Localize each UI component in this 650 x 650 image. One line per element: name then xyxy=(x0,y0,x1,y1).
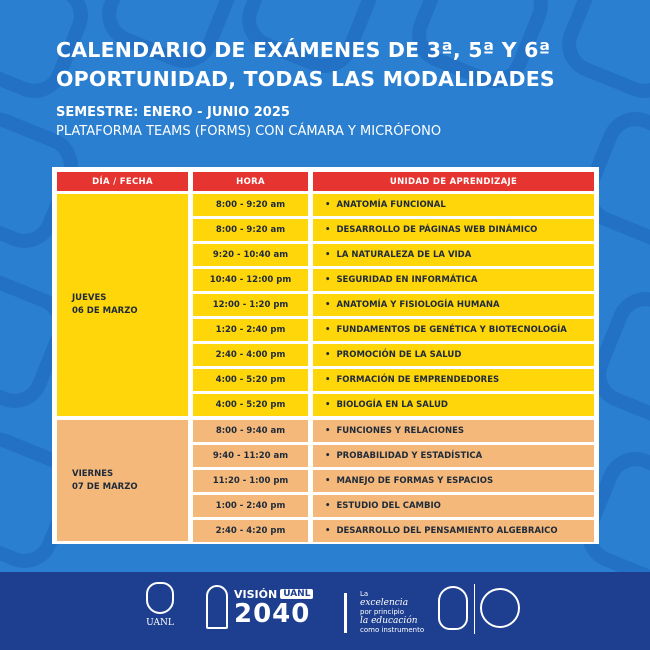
unit-cell: • LA NATURALEZA DE LA VIDA xyxy=(313,244,594,266)
torch-icon xyxy=(344,593,352,633)
time-cell: 2:40 - 4:00 pm xyxy=(193,344,308,366)
unit-label: PROBABILIDAD Y ESTADÍSTICA xyxy=(336,451,483,461)
unit-label: SEGURIDAD EN INFORMÁTICA xyxy=(336,275,478,285)
semester-label: SEMESTRE: ENERO - JUNIO 2025 xyxy=(56,105,290,120)
unit-cell: • BIOLOGÍA EN LA SALUD xyxy=(313,394,594,416)
time-cell: 1:00 - 2:40 pm xyxy=(193,495,308,517)
excellence-line: la educación xyxy=(360,616,418,626)
day-cell-friday xyxy=(57,420,188,541)
header-unit: UNIDAD DE APRENDIZAJE xyxy=(313,172,594,191)
time-cell: 11:20 - 1:00 pm xyxy=(193,470,308,492)
excellence-logo xyxy=(344,590,424,635)
unit-cell: • ANATOMÍA FUNCIONAL xyxy=(313,194,594,216)
unit-cell: • DESARROLLO DE PÁGINAS WEB DINÁMICO xyxy=(313,219,594,241)
time-cell: 1:20 - 2:40 pm xyxy=(193,319,308,341)
unit-label: LA NATURALEZA DE LA VIDA xyxy=(336,250,472,260)
time-cell: 2:40 - 4:20 pm xyxy=(193,520,308,542)
unit-cell: • FUNDAMENTOS DE GENÉTICA Y BIOTECNOLOGÍA xyxy=(313,319,594,341)
time-cell: 9:20 - 10:40 am xyxy=(193,244,308,266)
vision-2040-logo xyxy=(206,585,313,629)
header-time: HORA xyxy=(193,172,308,191)
vision-year: 2040 xyxy=(234,598,311,629)
header-day: DÍA / FECHA xyxy=(57,172,188,191)
unit-label: ESTUDIO DEL CAMBIO xyxy=(336,501,441,511)
uanl-crest-icon xyxy=(146,582,174,614)
day-cell-thursday xyxy=(57,194,188,416)
vision-word: VISIÓN xyxy=(234,587,278,601)
day-name: JUEVES xyxy=(72,293,107,303)
unit-cell: • PROMOCIÓN DE LA SALUD xyxy=(313,344,594,366)
excellence-line: como instrumento xyxy=(360,626,425,634)
time-cell: 8:00 - 9:20 am xyxy=(193,194,308,216)
time-cell: 10:40 - 12:00 pm xyxy=(193,269,308,291)
unit-cell: • FUNCIONES Y RELACIONES xyxy=(313,420,594,442)
school-seal-icon xyxy=(438,586,468,630)
unit-label: ANATOMÍA Y FISIOLOGÍA HUMANA xyxy=(336,300,500,310)
excellence-line: La xyxy=(360,590,369,598)
footer-divider xyxy=(474,584,475,634)
time-cell: 8:00 - 9:20 am xyxy=(193,219,308,241)
unit-label: ANATOMÍA FUNCIONAL xyxy=(336,200,446,210)
institution-seal-icon xyxy=(480,588,520,628)
unit-cell: • ANATOMÍA Y FISIOLOGÍA HUMANA xyxy=(313,294,594,316)
unit-label: BIOLOGÍA EN LA SALUD xyxy=(336,400,448,410)
unit-cell: • FORMACIÓN DE EMPRENDEDORES xyxy=(313,369,594,391)
page-title: CALENDARIO DE EXÁMENES DE 3ª, 5ª Y 6ª OPORTUNIDAD, TODAS LAS MODALIDADES xyxy=(56,38,555,91)
unit-label: PROMOCIÓN DE LA SALUD xyxy=(336,350,462,360)
unit-cell: • MANEJO DE FORMAS Y ESPACIOS xyxy=(313,470,594,492)
unit-label: FUNCIONES Y RELACIONES xyxy=(336,426,465,436)
uanl-label: UANL xyxy=(146,618,174,628)
time-cell: 8:00 - 9:40 am xyxy=(193,420,308,442)
platform-label: PLATAFORMA TEAMS (FORMS) CON CÁMARA Y MICRÓFONO xyxy=(56,124,442,139)
day-date: 06 DE MARZO xyxy=(72,306,138,316)
excellence-line: por principio xyxy=(360,608,404,616)
unit-label: FORMACIÓN DE EMPRENDEDORES xyxy=(336,375,500,385)
time-cell: 4:00 - 5:20 pm xyxy=(193,369,308,391)
excellence-line: excelencia xyxy=(360,598,409,608)
day-date: 07 DE MARZO xyxy=(72,481,138,492)
unit-label: FUNDAMENTOS DE GENÉTICA Y BIOTECNOLOGÍA xyxy=(336,325,567,335)
unit-cell: • DESARROLLO DEL PENSAMIENTO ALGEBRAICO xyxy=(313,520,594,542)
unit-cell: • SEGURIDAD EN INFORMÁTICA xyxy=(313,269,594,291)
uanl-logo xyxy=(140,582,180,628)
arch-icon xyxy=(206,585,228,629)
footer-bar xyxy=(0,572,650,650)
day-name: VIERNES xyxy=(72,468,114,479)
unit-cell: • ESTUDIO DEL CAMBIO xyxy=(313,495,594,517)
unit-label: DESARROLLO DE PÁGINAS WEB DINÁMICO xyxy=(336,225,538,235)
time-cell: 4:00 - 5:20 pm xyxy=(193,394,308,416)
time-cell: 12:00 - 1:20 pm xyxy=(193,294,308,316)
unit-label: DESARROLLO DEL PENSAMIENTO ALGEBRAICO xyxy=(336,526,558,536)
unit-label: MANEJO DE FORMAS Y ESPACIOS xyxy=(336,476,494,486)
vision-badge: UANL xyxy=(280,589,313,599)
time-cell: 9:40 - 11:20 am xyxy=(193,445,308,467)
unit-cell: • PROBABILIDAD Y ESTADÍSTICA xyxy=(313,445,594,467)
